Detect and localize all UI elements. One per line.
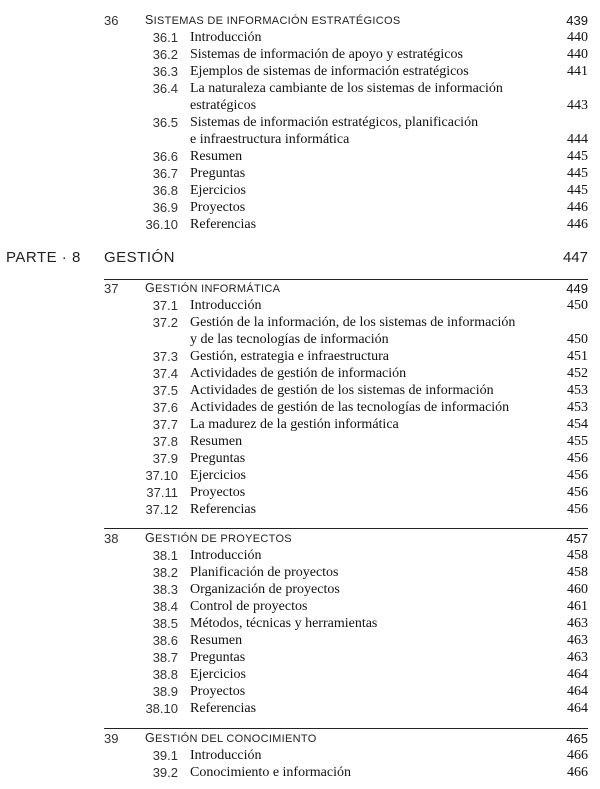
section-title: Ejercicios	[190, 667, 246, 682]
section-page-number: 445	[567, 149, 588, 164]
toc-entry	[0, 217, 600, 234]
section-title: e infraestructura informática	[190, 132, 350, 147]
chapter-title	[145, 281, 280, 295]
toc-entry	[0, 667, 600, 684]
section-title: Gestión, estrategia e infraestructura	[190, 349, 390, 364]
section-page-number: 444	[567, 132, 588, 147]
section-page-number: 464	[567, 701, 588, 716]
section-title: Proyectos	[190, 200, 246, 215]
chapter-heading	[0, 531, 600, 548]
chapter-title-rest: ISTEMAS DE INFORMACIÓN ESTRATÉGICOS	[153, 15, 401, 27]
section-title: Ejemplos de sistemas de información estratégicos	[190, 64, 469, 79]
chapter-title	[145, 531, 292, 545]
section-number: 37.1	[152, 298, 178, 313]
section-title: estratégicos	[190, 98, 257, 113]
section-title: Sistemas de información de apoyo y estratégicos	[190, 47, 463, 62]
section-title: Organización de proyectos	[190, 582, 340, 597]
section-page-number: 454	[567, 417, 588, 432]
section-page-number: 453	[567, 383, 588, 398]
section-page-number: 458	[567, 565, 588, 580]
section-number: 38.2	[152, 565, 178, 580]
section-title: Control de proyectos	[190, 599, 308, 614]
section-number: 36.2	[152, 47, 178, 62]
toc-entry	[0, 701, 600, 718]
chapter-page-number: 449	[566, 281, 588, 296]
section-page-number: 456	[567, 451, 588, 466]
chapter-title-rest: ESTIÓN INFORMÁTICA	[155, 283, 281, 295]
section-number: 38.6	[152, 633, 178, 648]
chapter-heading	[0, 13, 600, 30]
section-number: 37.5	[152, 383, 178, 398]
section-page-number: 456	[567, 468, 588, 483]
toc-entry	[0, 383, 600, 400]
section-number: 38.4	[152, 599, 178, 614]
toc-entry	[0, 765, 600, 782]
section-page-number: 446	[567, 200, 588, 215]
toc-entry	[0, 417, 600, 434]
chapter-number: 37	[104, 281, 119, 296]
toc-entry	[0, 650, 600, 667]
section-title: Ejercicios	[190, 183, 246, 198]
section-title: Introducción	[190, 548, 262, 563]
section-title: Referencias	[190, 502, 257, 517]
section-number: 39.2	[152, 765, 178, 780]
toc-entry	[0, 502, 600, 519]
toc-entry	[0, 582, 600, 599]
part-heading	[0, 249, 600, 271]
section-number: 36.4	[152, 81, 178, 96]
chapter-rule	[104, 528, 588, 529]
section-page-number: 453	[567, 400, 588, 415]
section-page-number: 460	[567, 582, 588, 597]
section-page-number: 464	[567, 667, 588, 682]
section-title: Resumen	[190, 149, 243, 164]
section-number: 36.1	[152, 30, 178, 45]
toc-entry	[0, 166, 600, 183]
section-title: Preguntas	[190, 650, 246, 665]
section-number: 37.12	[145, 502, 178, 517]
chapter-number: 36	[104, 13, 119, 28]
chapter-page-number: 465	[566, 731, 588, 746]
section-page-number: 463	[567, 650, 588, 665]
toc-entry	[0, 400, 600, 417]
toc-entry	[0, 115, 600, 149]
section-number: 38.9	[152, 684, 178, 699]
toc-entry	[0, 315, 600, 349]
section-number: 36.8	[152, 183, 178, 198]
section-page-number: 450	[567, 332, 588, 347]
section-number: 37.7	[152, 417, 178, 432]
section-number: 37.6	[152, 400, 178, 415]
toc-entry	[0, 200, 600, 217]
chapter-rule	[104, 279, 588, 280]
chapter-title-rest: ESTIÓN DEL CONOCIMIENTO	[155, 733, 317, 745]
section-page-number: 461	[567, 599, 588, 614]
section-title: Proyectos	[190, 684, 246, 699]
part-page-number: 447	[562, 249, 588, 266]
section-title: Referencias	[190, 217, 257, 232]
section-number: 36.3	[152, 64, 178, 79]
section-page-number: 445	[567, 166, 588, 181]
section-number: 36.5	[152, 115, 178, 130]
chapter-number: 39	[104, 731, 119, 746]
chapter-title	[145, 731, 317, 745]
toc-entry	[0, 298, 600, 315]
toc-entry	[0, 183, 600, 200]
chapter-heading	[0, 281, 600, 298]
section-page-number: 466	[567, 748, 588, 763]
section-page-number: 440	[567, 47, 588, 62]
toc-entry	[0, 64, 600, 81]
toc-entry	[0, 599, 600, 616]
section-page-number: 463	[567, 633, 588, 648]
chapter-title-initial: G	[145, 731, 156, 745]
section-page-number: 463	[567, 616, 588, 631]
section-number: 36.10	[145, 217, 178, 232]
toc-entry	[0, 633, 600, 650]
toc-entry	[0, 451, 600, 468]
section-page-number: 458	[567, 548, 588, 563]
toc-entry	[0, 30, 600, 47]
section-title: Gestión de la información, de los sistemas de información	[190, 315, 516, 330]
chapter-page-number: 457	[566, 531, 588, 546]
section-number: 37.2	[152, 315, 178, 330]
toc-entry	[0, 349, 600, 366]
section-page-number: 443	[567, 98, 588, 113]
section-title: Planificación de proyectos	[190, 565, 339, 580]
chapter-title-initial: G	[145, 531, 156, 545]
chapter-heading	[0, 731, 600, 748]
section-title: Referencias	[190, 701, 257, 716]
section-page-number: 456	[567, 485, 588, 500]
section-number: 39.1	[152, 748, 178, 763]
toc-entry	[0, 47, 600, 64]
section-page-number: 450	[567, 298, 588, 313]
section-number: 37.4	[152, 366, 178, 381]
chapter-page-number: 439	[566, 13, 588, 28]
section-title: Introducción	[190, 298, 262, 313]
section-title: Actividades de gestión de las tecnologías de información	[190, 400, 510, 415]
section-number: 37.11	[146, 485, 178, 500]
section-title: Introducción	[190, 748, 262, 763]
toc-entry	[0, 684, 600, 701]
section-number: 37.10	[145, 468, 178, 483]
section-title: Conocimiento e información	[190, 765, 351, 780]
chapter-title-initial: G	[145, 281, 156, 295]
section-number: 38.7	[152, 650, 178, 665]
section-title: Resumen	[190, 633, 243, 648]
section-number: 38.10	[145, 701, 178, 716]
toc-entry	[0, 149, 600, 166]
section-title: y de las tecnologías de información	[190, 332, 389, 347]
section-number: 38.5	[152, 616, 178, 631]
section-title: Preguntas	[190, 166, 246, 181]
section-title: Preguntas	[190, 451, 246, 466]
section-title: La madurez de la gestión informática	[190, 417, 399, 432]
section-title: Proyectos	[190, 485, 246, 500]
chapter-number: 38	[104, 531, 119, 546]
section-title: Actividades de gestión de información	[190, 366, 407, 381]
chapter-title-initial: S	[145, 13, 154, 27]
section-number: 37.3	[152, 349, 178, 364]
toc-entry	[0, 485, 600, 502]
section-title: Resumen	[190, 434, 243, 449]
toc-entry	[0, 565, 600, 582]
section-page-number: 446	[567, 217, 588, 232]
toc-entry	[0, 748, 600, 765]
section-number: 38.8	[152, 667, 178, 682]
section-page-number: 452	[567, 366, 588, 381]
section-page-number: 445	[567, 183, 588, 198]
toc-entry	[0, 366, 600, 383]
section-number: 38.1	[152, 548, 178, 563]
toc-entry	[0, 468, 600, 485]
section-title: Actividades de gestión de los sistemas de información	[190, 383, 494, 398]
section-number: 36.9	[152, 200, 178, 215]
chapter-title-rest: ESTIÓN DE PROYECTOS	[155, 533, 292, 545]
section-page-number: 456	[567, 502, 588, 517]
toc-entry	[0, 548, 600, 565]
section-page-number: 464	[567, 684, 588, 699]
section-page-number: 441	[567, 64, 588, 79]
section-number: 37.9	[152, 451, 178, 466]
section-page-number: 451	[567, 349, 588, 364]
section-page-number: 455	[567, 434, 588, 449]
section-page-number: 466	[567, 765, 588, 780]
section-number: 36.6	[152, 149, 178, 164]
toc-entry	[0, 434, 600, 451]
chapter-rule	[104, 728, 588, 729]
part-label: PARTE · 8	[6, 249, 81, 266]
chapter-title	[145, 13, 400, 27]
section-number: 36.7	[152, 166, 178, 181]
section-number: 37.8	[152, 434, 178, 449]
toc-entry	[0, 616, 600, 633]
section-page-number: 440	[567, 30, 588, 45]
toc-entry	[0, 81, 600, 115]
section-title: Introducción	[190, 30, 262, 45]
section-title: Sistemas de información estratégicos, planificación	[190, 115, 479, 130]
section-title: Ejercicios	[190, 468, 246, 483]
section-title: Métodos, técnicas y herramientas	[190, 616, 378, 631]
part-title: GESTIÓN	[104, 249, 176, 266]
section-number: 38.3	[152, 582, 178, 597]
section-title: La naturaleza cambiante de los sistemas de información	[190, 81, 503, 96]
